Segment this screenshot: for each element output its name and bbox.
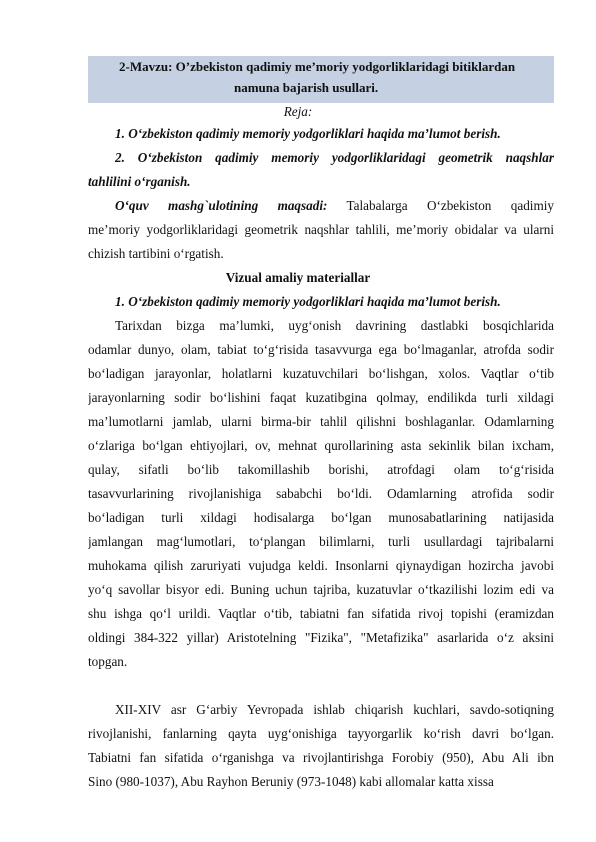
paragraph-line: ma’lumotlarni jamlab, ularni birma-bir tahlil qilishni boshlaganlar. Odamlarning [88, 414, 554, 429]
paragraph-line: jarayonlarning sodir bo‘lishini faqat kuzatibgina qolmay, endilikda turli xildagi [88, 390, 554, 405]
lesson-title-line2: namuna bajarish usullari. [234, 80, 379, 95]
paragraph-line: shu ishga qo‘l urildi. Vaqtlar o‘tib, tabiatni fan sifatida rivoj topishi (eramizdan [88, 606, 554, 621]
paragraph-line: XII-XIV asr G‘arbiy Yevropada ishlab chiqarish kuchlari, savdo-sotiqning [115, 702, 554, 717]
paragraph-line: tasavvurlarining rivojlanishiga sababchi bo‘ldi. Odamlarning atrofida sodir [88, 486, 554, 501]
paragraph-line: Tarixdan bizga ma’lumki, uyg‘onish davrining dastlabki bosqichlarida [115, 318, 554, 333]
paragraph-line: jamlangan mag‘lumotlari, to‘plangan bilimlarni, turli usullardagi tajribalarni [88, 534, 554, 549]
paragraph-line: odamlar dunyo, olam, tabiat to‘g‘risida tasavvurga ega bo‘lmaganlar, atrofda sodir [88, 342, 554, 357]
paragraph-line: bo‘ladigan jarayonlar, holatlarni kuzatuvchilari bo‘lishgan, xolos. Vaqtlar o‘tib [88, 366, 554, 381]
goal-line3: chizish tartibini o‘rgatish. [88, 246, 224, 261]
paragraph-line: Sino (980-1037), Abu Rayhon Beruniy (973-1048) kabi allomalar katta xissa [88, 774, 494, 789]
materials-heading: Vizual amaliy materiallar [225, 270, 371, 285]
paragraph-line: qulay, sifatli bo‘lib takomillashib borishi, atrofdagi olam to‘g‘risida [88, 462, 554, 477]
goal-line1 [115, 198, 554, 214]
goal-label: O‘quv mashg`ulotining maqsadi: [115, 198, 328, 213]
plan-label: Reja: [283, 104, 313, 119]
plan-item-2-line1: 2. O‘zbekiston qadimiy memoriy yodgorliklaridagi geometrik naqshlar [115, 150, 554, 165]
paragraph-line: yo‘q savollar bisyor edi. Buning uchun tajriba, kuzatuvlar o‘tkazilishi lozim edi va [88, 582, 554, 597]
section-heading: 1. O‘zbekiston qadimiy memoriy yodgorliklari haqida ma’lumot berish. [115, 294, 501, 309]
goal-line2: me’moriy yodgorliklaridagi geometrik naqshlar tahlili, me’moriy obidalar va ularni [88, 222, 554, 237]
paragraph-line: topgan. [88, 654, 128, 669]
paragraph-line: o‘zlariga bo‘lgan ehtiyojlari, ov, mehnat qurollarining asta sekinlik bilan ixcham, [88, 438, 554, 453]
goal-line1-text: Talabalarga O‘zbekiston qadimiy [327, 198, 554, 213]
lesson-title-line1: 2-Mavzu: O’zbekiston qadimiy me’moriy yodgorliklaridagi bitiklardan [119, 59, 516, 74]
plan-item-2-line2: tahlilini o‘rganish. [88, 174, 191, 189]
paragraph-line: oldingi 384-322 yillar) Aristotelning "Fizika", "Metafizika" asarlarida o‘z aksini [88, 630, 554, 645]
paragraph-line: bo‘ladigan turli xildagi hodisalarga bo‘lgan munosabatlarining natijasida [88, 510, 554, 525]
plan-item-1: 1. O‘zbekiston qadimiy memoriy yodgorliklari haqida ma’lumot berish. [115, 126, 501, 141]
paragraph-line: muhokama qilish zaruriyati vujudga keldi. Insonlarni qiynaydigan hozircha javobi [88, 558, 554, 573]
paragraph-line: Tabiatni fan sifatida o‘rganishga va rivojlantirishga Forobiy (950), Abu Ali ibn [88, 750, 554, 765]
paragraph-line: rivojlanishi, fanlarning qayta uyg‘onishiga tayyorgarlik ko‘rish davri bo‘lgan. [88, 726, 554, 741]
